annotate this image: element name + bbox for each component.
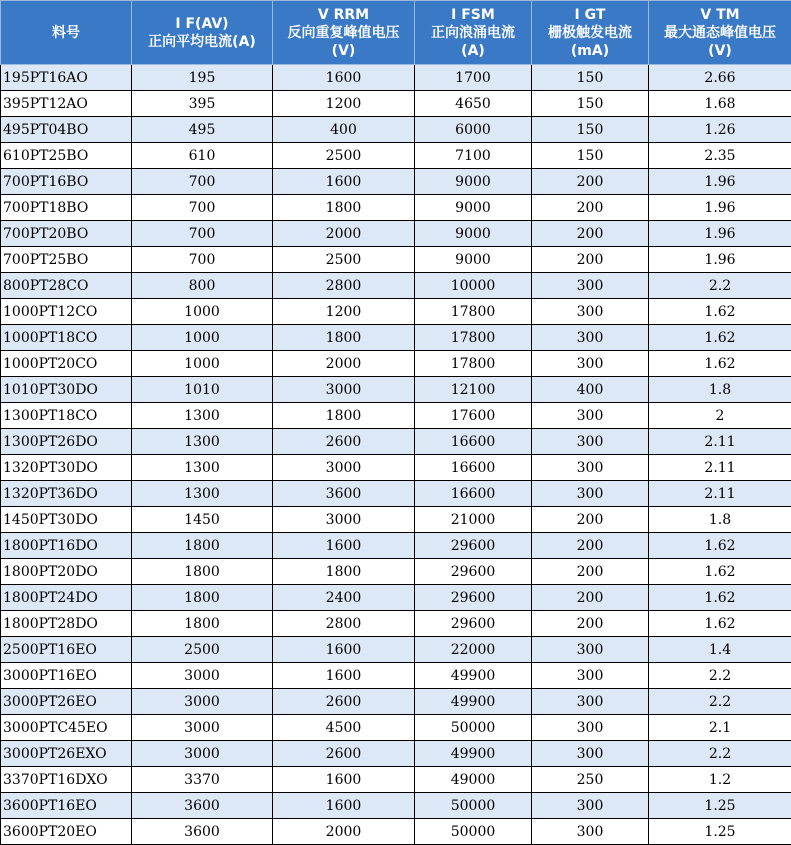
- vrrm-cell: 2500: [273, 247, 415, 273]
- ifsm-cell: 17800: [415, 325, 532, 351]
- vrrm-cell: 1600: [273, 65, 415, 91]
- header-label: 正向浪涌电流: [431, 24, 515, 41]
- table-header: [1, 1, 791, 65]
- vrrm-cell: 1800: [273, 403, 415, 429]
- ifsm-cell: 17800: [415, 351, 532, 377]
- if-av-cell: 1300: [132, 481, 273, 507]
- vrrm-cell: 1600: [273, 767, 415, 793]
- part-number-cell: 700PT20BO: [1, 221, 132, 247]
- vtm-cell: 2.2: [649, 689, 791, 715]
- if-av-cell: 610: [132, 143, 273, 169]
- vrrm-cell: 2800: [273, 611, 415, 637]
- part-number-cell: 800PT28CO: [1, 273, 132, 299]
- header-symbol: V RRM: [317, 6, 370, 23]
- table-body: [1, 65, 791, 845]
- vtm-cell: 1.25: [649, 793, 791, 819]
- vrrm-cell: 400: [273, 117, 415, 143]
- igt-cell: 300: [532, 351, 649, 377]
- igt-cell: 200: [532, 533, 649, 559]
- ifsm-cell: 50000: [415, 793, 532, 819]
- vtm-cell: 1.4: [649, 637, 791, 663]
- if-av-cell: 195: [132, 65, 273, 91]
- part-number-cell: 1300PT26DO: [1, 429, 132, 455]
- igt-cell: 200: [532, 507, 649, 533]
- igt-cell: 300: [532, 273, 649, 299]
- if-av-cell: 2500: [132, 637, 273, 663]
- if-av-cell: 1800: [132, 611, 273, 637]
- vrrm-cell: 2500: [273, 143, 415, 169]
- if-av-cell: 700: [132, 169, 273, 195]
- table-row: [1, 299, 791, 325]
- vtm-cell: 2.2: [649, 273, 791, 299]
- igt-cell: 300: [532, 819, 649, 845]
- if-av-cell: 495: [132, 117, 273, 143]
- if-av-cell: 3000: [132, 663, 273, 689]
- igt-cell: 200: [532, 247, 649, 273]
- table-row: [1, 559, 791, 585]
- vrrm-cell: 1600: [273, 169, 415, 195]
- part-number-cell: 3000PT26EXO: [1, 741, 132, 767]
- vrrm-cell: 1200: [273, 299, 415, 325]
- if-av-cell: 1300: [132, 455, 273, 481]
- ifsm-cell: 21000: [415, 507, 532, 533]
- part-number-cell: 195PT16AO: [1, 65, 132, 91]
- igt-cell: 300: [532, 715, 649, 741]
- ifsm-cell: 16600: [415, 429, 532, 455]
- vrrm-cell: 2600: [273, 741, 415, 767]
- vtm-cell: 1.62: [649, 585, 791, 611]
- vtm-cell: 1.62: [649, 351, 791, 377]
- vtm-cell: 2.35: [649, 143, 791, 169]
- vtm-cell: 1.62: [649, 299, 791, 325]
- header-symbol: I GT: [574, 6, 606, 23]
- table-row: [1, 65, 791, 91]
- vrrm-cell: 1600: [273, 663, 415, 689]
- part-number-cell: 1800PT20DO: [1, 559, 132, 585]
- part-number-cell: 700PT25BO: [1, 247, 132, 273]
- vtm-cell: 2.11: [649, 481, 791, 507]
- vtm-cell: 2.2: [649, 741, 791, 767]
- igt-cell: 250: [532, 767, 649, 793]
- part-number-cell: 2500PT16EO: [1, 637, 132, 663]
- vtm-cell: 1.96: [649, 247, 791, 273]
- table-row: [1, 117, 791, 143]
- ifsm-cell: 49900: [415, 741, 532, 767]
- header-vtm: [649, 1, 791, 65]
- if-av-cell: 3000: [132, 689, 273, 715]
- table-row: [1, 481, 791, 507]
- igt-cell: 150: [532, 143, 649, 169]
- vtm-cell: 2.2: [649, 663, 791, 689]
- part-number-cell: 3000PT16EO: [1, 663, 132, 689]
- vrrm-cell: 2800: [273, 273, 415, 299]
- vtm-cell: 1.8: [649, 507, 791, 533]
- ifsm-cell: 49900: [415, 689, 532, 715]
- ifsm-cell: 16600: [415, 455, 532, 481]
- igt-cell: 200: [532, 611, 649, 637]
- igt-cell: 200: [532, 559, 649, 585]
- header-label: 反向重复峰值电压: [287, 24, 400, 41]
- vtm-cell: 2.11: [649, 455, 791, 481]
- igt-cell: 150: [532, 91, 649, 117]
- table-row: [1, 429, 791, 455]
- if-av-cell: 1800: [132, 585, 273, 611]
- igt-cell: 200: [532, 195, 649, 221]
- ifsm-cell: 1700: [415, 65, 532, 91]
- igt-cell: 300: [532, 663, 649, 689]
- igt-cell: 200: [532, 585, 649, 611]
- if-av-cell: 395: [132, 91, 273, 117]
- igt-cell: 300: [532, 793, 649, 819]
- part-number-cell: 3000PT26EO: [1, 689, 132, 715]
- part-number-cell: 1320PT36DO: [1, 481, 132, 507]
- part-number-cell: 700PT18BO: [1, 195, 132, 221]
- ifsm-cell: 29600: [415, 559, 532, 585]
- vrrm-cell: 3000: [273, 455, 415, 481]
- header-unit: (V): [331, 42, 356, 59]
- igt-cell: 150: [532, 117, 649, 143]
- vtm-cell: 1.96: [649, 221, 791, 247]
- part-number-cell: 3000PTC45EO: [1, 715, 132, 741]
- igt-cell: 300: [532, 325, 649, 351]
- header-row: [1, 1, 791, 65]
- part-number-cell: 495PT04BO: [1, 117, 132, 143]
- vtm-cell: 1.62: [649, 325, 791, 351]
- vtm-cell: 1.62: [649, 611, 791, 637]
- table-row: [1, 351, 791, 377]
- igt-cell: 300: [532, 481, 649, 507]
- header-unit: (A): [461, 42, 485, 59]
- if-av-cell: 3600: [132, 793, 273, 819]
- vrrm-cell: 2600: [273, 429, 415, 455]
- table-row: [1, 221, 791, 247]
- vrrm-cell: 3000: [273, 377, 415, 403]
- igt-cell: 300: [532, 741, 649, 767]
- if-av-cell: 3600: [132, 819, 273, 845]
- header-label: 料号: [52, 24, 80, 41]
- ifsm-cell: 7100: [415, 143, 532, 169]
- vrrm-cell: 1800: [273, 559, 415, 585]
- ifsm-cell: 29600: [415, 585, 532, 611]
- ifsm-cell: 9000: [415, 195, 532, 221]
- ifsm-cell: 9000: [415, 221, 532, 247]
- header-symbol: V TM: [700, 6, 740, 23]
- vrrm-cell: 1600: [273, 533, 415, 559]
- table-row: [1, 689, 791, 715]
- igt-cell: 300: [532, 689, 649, 715]
- vrrm-cell: 3000: [273, 507, 415, 533]
- ifsm-cell: 16600: [415, 481, 532, 507]
- part-number-cell: 1450PT30DO: [1, 507, 132, 533]
- if-av-cell: 1450: [132, 507, 273, 533]
- vrrm-cell: 4500: [273, 715, 415, 741]
- vrrm-cell: 1600: [273, 637, 415, 663]
- header-unit: (V): [708, 42, 732, 59]
- vtm-cell: 1.68: [649, 91, 791, 117]
- header-unit: (mA): [570, 42, 610, 59]
- if-av-cell: 700: [132, 221, 273, 247]
- vrrm-cell: 2000: [273, 819, 415, 845]
- if-av-cell: 1000: [132, 299, 273, 325]
- igt-cell: 300: [532, 637, 649, 663]
- vrrm-cell: 2000: [273, 351, 415, 377]
- header-vrrm: [273, 1, 415, 65]
- table-row: [1, 143, 791, 169]
- igt-cell: 200: [532, 221, 649, 247]
- vrrm-cell: 2400: [273, 585, 415, 611]
- table-row: [1, 715, 791, 741]
- header-label: 正向平均电流(A): [148, 33, 256, 50]
- vrrm-cell: 3600: [273, 481, 415, 507]
- vrrm-cell: 1800: [273, 325, 415, 351]
- part-number-cell: 3600PT20EO: [1, 819, 132, 845]
- if-av-cell: 1300: [132, 403, 273, 429]
- vrrm-cell: 1800: [273, 195, 415, 221]
- ifsm-cell: 22000: [415, 637, 532, 663]
- header-label: 栅极触发电流: [548, 24, 632, 41]
- igt-cell: 200: [532, 169, 649, 195]
- igt-cell: 300: [532, 429, 649, 455]
- vrrm-cell: 1600: [273, 793, 415, 819]
- table-row: [1, 507, 791, 533]
- table-row: [1, 403, 791, 429]
- vtm-cell: 1.62: [649, 533, 791, 559]
- table-row: [1, 91, 791, 117]
- ifsm-cell: 6000: [415, 117, 532, 143]
- igt-cell: 300: [532, 299, 649, 325]
- part-number-cell: 1800PT24DO: [1, 585, 132, 611]
- table-row: [1, 585, 791, 611]
- ifsm-cell: 29600: [415, 611, 532, 637]
- vtm-cell: 2.11: [649, 429, 791, 455]
- vtm-cell: 1.26: [649, 117, 791, 143]
- table-row: [1, 273, 791, 299]
- header-part-number: [1, 1, 132, 65]
- table-row: [1, 169, 791, 195]
- header-ifsm: [415, 1, 532, 65]
- ifsm-cell: 10000: [415, 273, 532, 299]
- part-number-cell: 1800PT16DO: [1, 533, 132, 559]
- header-igt: [532, 1, 649, 65]
- vrrm-cell: 2600: [273, 689, 415, 715]
- part-number-cell: 1000PT20CO: [1, 351, 132, 377]
- table-row: [1, 767, 791, 793]
- ifsm-cell: 12100: [415, 377, 532, 403]
- if-av-cell: 3000: [132, 715, 273, 741]
- table-row: [1, 637, 791, 663]
- table-row: [1, 195, 791, 221]
- ifsm-cell: 50000: [415, 715, 532, 741]
- if-av-cell: 1800: [132, 559, 273, 585]
- if-av-cell: 1000: [132, 351, 273, 377]
- table-row: [1, 663, 791, 689]
- vtm-cell: 1.2: [649, 767, 791, 793]
- if-av-cell: 3000: [132, 741, 273, 767]
- ifsm-cell: 50000: [415, 819, 532, 845]
- vtm-cell: 1.96: [649, 195, 791, 221]
- header-label: 最大通态峰值电压: [664, 24, 776, 41]
- part-number-cell: 1300PT18CO: [1, 403, 132, 429]
- part-number-cell: 700PT16BO: [1, 169, 132, 195]
- vtm-cell: 1.8: [649, 377, 791, 403]
- vtm-cell: 2.1: [649, 715, 791, 741]
- header-symbol: I F(AV): [175, 15, 229, 32]
- vrrm-cell: 2000: [273, 221, 415, 247]
- part-number-cell: 1320PT30DO: [1, 455, 132, 481]
- ifsm-cell: 49900: [415, 663, 532, 689]
- if-av-cell: 800: [132, 273, 273, 299]
- igt-cell: 400: [532, 377, 649, 403]
- igt-cell: 150: [532, 65, 649, 91]
- if-av-cell: 1300: [132, 429, 273, 455]
- table-row: [1, 533, 791, 559]
- table-row: [1, 819, 791, 845]
- table-row: [1, 325, 791, 351]
- ifsm-cell: 9000: [415, 247, 532, 273]
- ifsm-cell: 9000: [415, 169, 532, 195]
- ifsm-cell: 29600: [415, 533, 532, 559]
- part-number-cell: 610PT25BO: [1, 143, 132, 169]
- header-symbol: I FSM: [451, 6, 495, 23]
- if-av-cell: 1000: [132, 325, 273, 351]
- if-av-cell: 1800: [132, 533, 273, 559]
- part-number-cell: 1000PT12CO: [1, 299, 132, 325]
- vrrm-cell: 1200: [273, 91, 415, 117]
- igt-cell: 300: [532, 403, 649, 429]
- table-row: [1, 611, 791, 637]
- ifsm-cell: 4650: [415, 91, 532, 117]
- ifsm-cell: 49000: [415, 767, 532, 793]
- if-av-cell: 3370: [132, 767, 273, 793]
- part-number-cell: 1010PT30DO: [1, 377, 132, 403]
- table-row: [1, 377, 791, 403]
- vtm-cell: 2: [649, 403, 791, 429]
- if-av-cell: 1010: [132, 377, 273, 403]
- part-number-cell: 395PT12AO: [1, 91, 132, 117]
- ifsm-cell: 17600: [415, 403, 532, 429]
- vtm-cell: 1.96: [649, 169, 791, 195]
- table-row: [1, 741, 791, 767]
- part-number-cell: 3370PT16DXO: [1, 767, 132, 793]
- table-row: [1, 793, 791, 819]
- part-number-cell: 3600PT16EO: [1, 793, 132, 819]
- if-av-cell: 700: [132, 195, 273, 221]
- if-av-cell: 700: [132, 247, 273, 273]
- table-row: [1, 247, 791, 273]
- vtm-cell: 1.25: [649, 819, 791, 845]
- part-number-cell: 1000PT18CO: [1, 325, 132, 351]
- vtm-cell: 1.62: [649, 559, 791, 585]
- header-if-av: [132, 1, 273, 65]
- table-row: [1, 455, 791, 481]
- vtm-cell: 2.66: [649, 65, 791, 91]
- ifsm-cell: 17800: [415, 299, 532, 325]
- part-number-cell: 1800PT28DO: [1, 611, 132, 637]
- igt-cell: 300: [532, 455, 649, 481]
